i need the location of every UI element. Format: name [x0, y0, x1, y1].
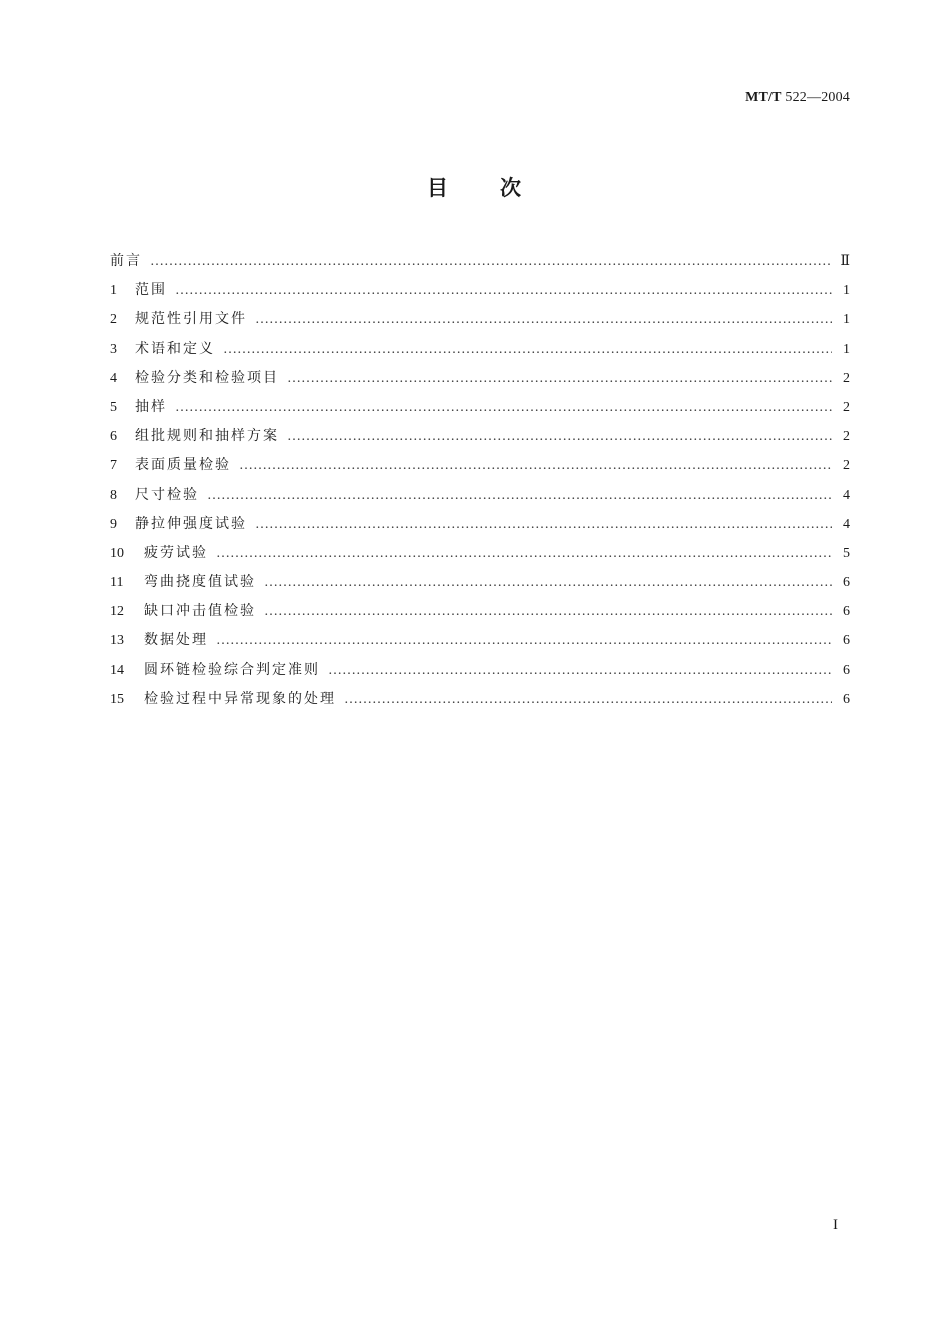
toc-leader-dots — [207, 484, 832, 508]
toc-entry-number: 2 — [110, 312, 117, 328]
toc-entry-page: 6 — [843, 662, 850, 678]
toc-entry-text: 数据处理 — [144, 632, 208, 649]
toc-entry-10[interactable] — [110, 541, 850, 570]
toc-entry-2[interactable] — [110, 307, 850, 336]
toc-entry-number: 12 — [110, 604, 124, 620]
toc-entry-11[interactable] — [110, 570, 850, 599]
toc-entry-number: 10 — [110, 545, 124, 561]
toc-entry-number: 4 — [110, 370, 117, 386]
toc-leader-dots — [223, 338, 832, 362]
toc-entry-6[interactable] — [110, 424, 850, 453]
toc-entry-page: 1 — [843, 312, 850, 328]
toc-entry-page: 2 — [843, 429, 850, 445]
toc-entry-text: 组批规则和抽样方案 — [135, 428, 279, 445]
toc-entry-number: 9 — [110, 516, 117, 532]
table-of-contents — [110, 249, 850, 716]
toc-leader-dots — [287, 367, 832, 391]
toc-entry-text: 范围 — [135, 282, 167, 299]
toc-leader-dots — [216, 629, 832, 653]
toc-entry-text: 静拉伸强度试验 — [135, 515, 247, 532]
toc-entry-page: 6 — [843, 575, 850, 591]
toc-entry-number: 13 — [110, 633, 124, 649]
toc-leader-dots — [264, 571, 832, 595]
toc-leader-dots — [255, 308, 832, 332]
toc-leader-dots — [264, 600, 832, 624]
toc-entry-number: 6 — [110, 429, 117, 445]
toc-entry-text: 圆环链检验综合判定准则 — [144, 661, 320, 678]
toc-entry-12[interactable] — [110, 599, 850, 628]
page-title — [0, 172, 950, 202]
toc-entry-page: 2 — [843, 370, 850, 386]
toc-entry-page: 1 — [843, 283, 850, 299]
toc-entry-text: 检验过程中异常现象的处理 — [144, 690, 336, 707]
toc-entry-7[interactable] — [110, 453, 850, 482]
toc-entry-8[interactable] — [110, 483, 850, 512]
toc-entry-page: 6 — [843, 604, 850, 620]
toc-entry-number: 15 — [110, 691, 124, 707]
toc-leader-dots — [216, 542, 832, 566]
toc-entry-text: 前言 — [110, 253, 142, 269]
toc-leader-dots — [328, 659, 832, 683]
toc-leader-dots — [175, 279, 832, 303]
toc-leader-dots — [239, 454, 832, 478]
toc-entry-page: 5 — [843, 545, 850, 561]
toc-entry-page: 2 — [843, 458, 850, 474]
toc-entry-number: 5 — [110, 399, 117, 415]
toc-entry-number: 14 — [110, 662, 124, 678]
toc-entry-page: 1 — [843, 341, 850, 357]
toc-entry-text: 尺寸检验 — [135, 486, 199, 503]
toc-entry-13[interactable] — [110, 628, 850, 657]
toc-entry-page: 6 — [843, 691, 850, 707]
toc-entry-14[interactable] — [110, 658, 850, 687]
standard-code-prefix: MT/T — [745, 90, 782, 105]
toc-leader-dots — [150, 250, 832, 274]
standard-code-number: 522—2004 — [785, 90, 850, 105]
toc-entry-text: 抽样 — [135, 398, 167, 415]
toc-entry-15[interactable] — [110, 687, 850, 716]
toc-entry-4[interactable] — [110, 366, 850, 395]
toc-leader-dots — [287, 425, 832, 449]
toc-entry-page: 6 — [843, 633, 850, 649]
toc-leader-dots — [344, 688, 832, 712]
toc-entry-number: 8 — [110, 487, 117, 503]
toc-entry-text: 弯曲挠度值试验 — [144, 574, 256, 591]
page-number: I — [833, 1217, 838, 1233]
toc-entry-number: 3 — [110, 341, 117, 357]
toc-entry-number: 11 — [110, 575, 124, 591]
toc-leader-dots — [175, 396, 832, 420]
toc-entry-text: 术语和定义 — [135, 340, 215, 357]
toc-entry-text: 疲劳试验 — [144, 544, 208, 561]
toc-entry-text: 表面质量检验 — [135, 457, 231, 474]
title-char-1: 目 — [427, 176, 450, 200]
toc-entry-number: 7 — [110, 458, 117, 474]
toc-entry-page: 4 — [843, 516, 850, 532]
toc-entry-page: Ⅱ — [840, 254, 850, 269]
toc-entry-page: 4 — [843, 487, 850, 503]
toc-entry-text: 检验分类和检验项目 — [135, 369, 279, 386]
toc-entry-text: 规范性引用文件 — [135, 311, 247, 328]
toc-entry-text: 缺口冲击值检验 — [144, 603, 256, 620]
toc-entry-1[interactable] — [110, 278, 850, 307]
toc-entry-number: 1 — [110, 283, 117, 299]
toc-entry-page: 2 — [843, 399, 850, 415]
toc-leader-dots — [255, 513, 832, 537]
toc-entry-3[interactable] — [110, 337, 850, 366]
toc-entry-foreword[interactable] — [110, 249, 850, 278]
toc-entry-9[interactable] — [110, 512, 850, 541]
toc-entry-5[interactable] — [110, 395, 850, 424]
standard-code — [745, 90, 850, 106]
title-char-2: 次 — [500, 176, 523, 200]
